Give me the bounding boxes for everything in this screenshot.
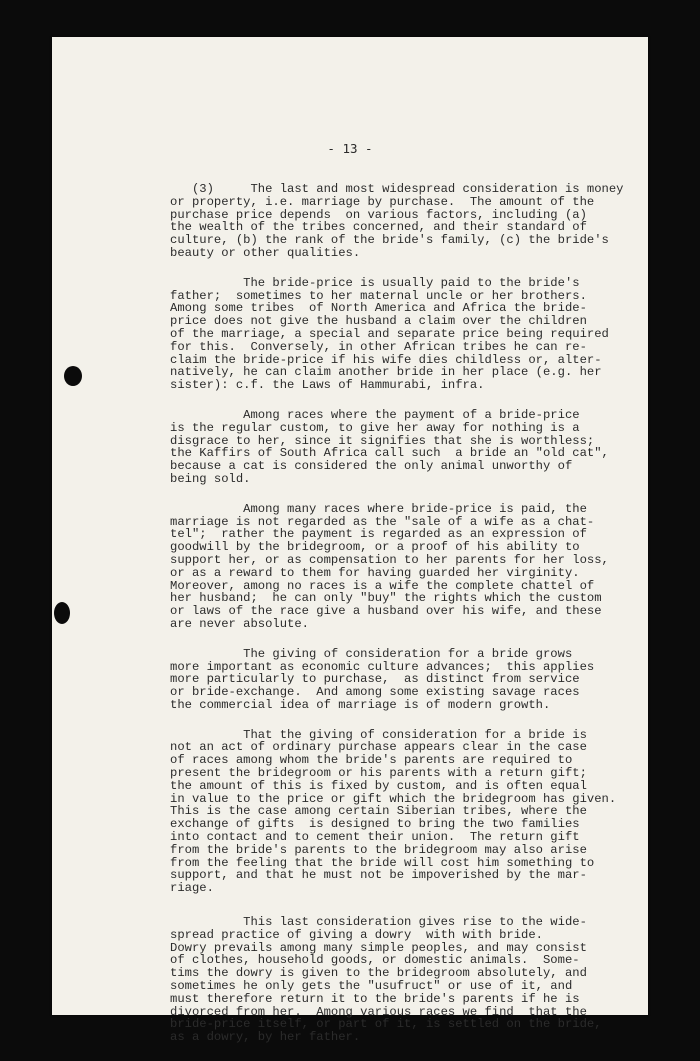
text-line: claim the bride-price if his wife dies childless or, alter- <box>170 352 602 367</box>
text-line: spread practice of giving a dowry with with bride. <box>170 927 543 942</box>
text-line: support, and that he must not be impoverished by the mar- <box>170 868 587 883</box>
text-line: for this. Conversely, in other African tribes he can re- <box>170 339 587 354</box>
paragraph <box>170 648 635 712</box>
text-line: from the feeling that the bride will cost him something to <box>170 855 595 870</box>
text-line: or as a reward to them for having guarded her virginity. <box>170 565 580 580</box>
text-line: must therefore return it to the bride's parents if he is <box>170 991 580 1006</box>
text-line: present the bridegroom or his parents with a return gift; <box>170 766 587 781</box>
text-line: Among races where the payment of a bride-price <box>170 407 580 422</box>
text-line: beauty or other qualities. <box>170 245 361 260</box>
text-line: the Kaffirs of South Africa call such a bride an "old cat", <box>170 446 609 461</box>
text-line: This last consideration gives rise to the wide- <box>170 915 587 930</box>
text-line: of the marriage, a special and separate price being required <box>170 326 609 341</box>
paragraph <box>170 729 635 895</box>
text-line: tel"; rather the payment is regarded as an expression of <box>170 527 587 542</box>
document-page <box>52 37 648 1045</box>
text-line: purchase price depends on various factors, including (a) <box>170 207 587 222</box>
text-line: marriage is not regarded as the "sale of a wife as a chat- <box>170 514 595 529</box>
paragraph <box>170 409 635 486</box>
punch-hole <box>64 366 82 386</box>
text-line: Among some tribes of North America and Africa the bride- <box>170 301 587 316</box>
text-line: Among many races where bride-price is paid, the <box>170 501 587 516</box>
paragraph <box>170 277 635 392</box>
text-line: are never absolute. <box>170 616 309 631</box>
page-number: - 13 - <box>327 141 373 156</box>
text-line: from the bride's parents to the bridegroom may also arise <box>170 842 587 857</box>
paragraph <box>170 183 635 260</box>
document-body <box>170 183 635 1061</box>
text-line: sometimes he only gets the "usufruct" or use of it, and <box>170 979 573 994</box>
text-line: as a dowry, by her father. <box>170 1030 361 1045</box>
text-line: being sold. <box>170 471 251 486</box>
text-line: That the giving of consideration for a bride is <box>170 727 587 742</box>
paragraph <box>170 503 635 631</box>
text-line: the wealth of the tribes concerned, and their standard of <box>170 220 587 235</box>
text-line: divorced from her. Among various races we find that the <box>170 1004 587 1019</box>
paragraph <box>170 916 635 1044</box>
text-line: (3) The last and most widespread consideration is money <box>170 182 624 196</box>
text-line: support her, or as compensation to her parents for her loss, <box>170 552 609 567</box>
text-line: Dowry prevails among many simple peoples, and may consist <box>170 940 587 955</box>
punch-hole <box>54 602 70 624</box>
text-line: is the regular custom, to give her away for nothing is a <box>170 420 580 435</box>
text-line: disgrace to her, since it signifies that she is worthless; <box>170 433 595 448</box>
text-line: more particularly to purchase, as distinct from service <box>170 672 580 687</box>
text-line: Moreover, among no races is a wife the complete chattel of <box>170 578 595 593</box>
text-line: because a cat is considered the only animal unworthy of <box>170 459 573 474</box>
text-line: more important as economic culture advances; this applies <box>170 659 595 674</box>
text-line: The giving of consideration for a bride grows <box>170 646 573 661</box>
text-line: her husband; he can only "buy" the rights which the custom <box>170 591 602 606</box>
text-line: the amount of this is fixed by custom, and is often equal <box>170 778 587 793</box>
text-line: of clothes, household goods, or domestic animals. Some- <box>170 953 580 968</box>
text-line: goodwill by the bridegroom, or a proof of his ability to <box>170 540 580 555</box>
text-line: tims the dowry is given to the bridegroom absolutely, and <box>170 966 587 981</box>
text-line: exchange of gifts is designed to bring the two families <box>170 817 580 832</box>
text-line: or laws of the race give a husband over his wife, and these <box>170 604 602 619</box>
text-line: bride-price itself, or part of it, is settled on the bride, <box>170 1017 602 1032</box>
text-line: price does not give the husband a claim over the children <box>170 314 587 329</box>
text-line: father; sometimes to her maternal uncle or her brothers. <box>170 288 587 303</box>
text-line: natively, he can claim another bride in her place (e.g. her <box>170 365 602 380</box>
text-line: in value to the price or gift which the bridegroom has given. <box>170 791 617 806</box>
text-line: sister): c.f. the Laws of Hammurabi, infra. <box>170 378 485 393</box>
text-line: riage. <box>170 881 214 896</box>
text-line: or bride-exchange. And among some existing savage races <box>170 685 580 700</box>
text-line: This is the case among certain Siberian tribes, where the <box>170 804 587 819</box>
text-line: not an act of ordinary purchase appears clear in the case <box>170 740 587 755</box>
text-line: the commercial idea of marriage is of modern growth. <box>170 697 551 712</box>
text-line: culture, (b) the rank of the bride's family, (c) the bride's <box>170 233 609 248</box>
text-line: of races among whom the bride's parents are required to <box>170 753 573 768</box>
text-line: into contact and to cement their union. The return gift <box>170 830 580 845</box>
text-line: The bride-price is usually paid to the bride's <box>170 275 580 290</box>
text-line: or property, i.e. marriage by purchase. The amount of the <box>170 194 595 209</box>
